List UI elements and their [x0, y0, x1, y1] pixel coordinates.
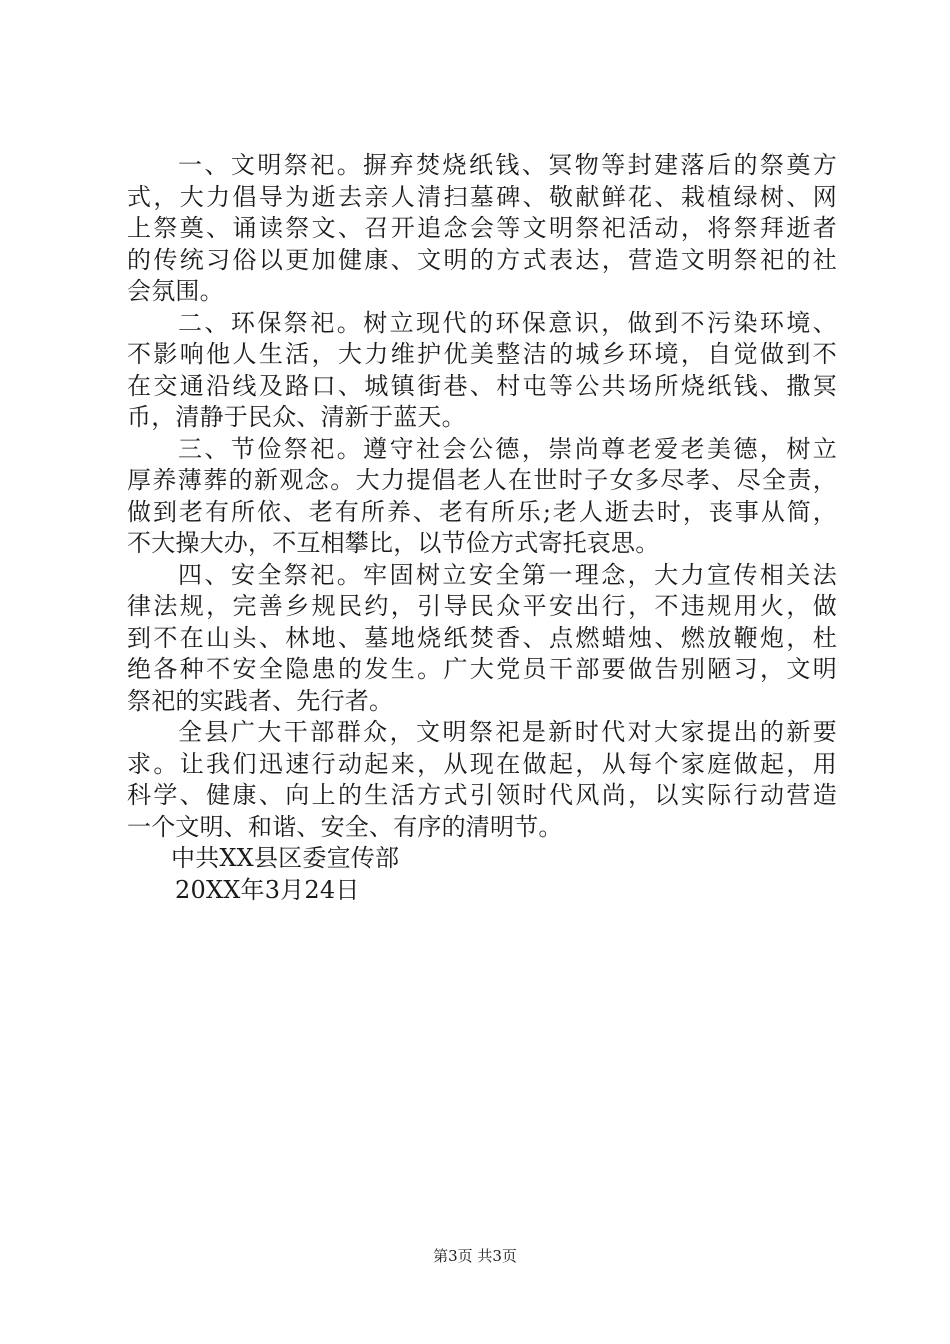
paragraph-line: 绝各种不安全隐患的发生。广大党员干部要做告别陋习，文明 [127, 655, 837, 683]
paragraph-line: 币，清静于民众、清新于蓝天。 [127, 403, 466, 431]
paragraph-line: 求。让我们迅速行动起来，从现在做起，从每个家庭做起，用 [127, 749, 837, 778]
paragraph-line: 式，大力倡导为逝去亲人清扫墓碑、敬献鲜花、栽植绿树、网 [127, 182, 837, 211]
paragraph-eco [127, 308, 837, 434]
paragraph-line: 一个文明、和谐、安全、有序的清明节。 [127, 812, 563, 841]
paragraph-line: 会氛围。 [127, 277, 224, 305]
paragraph-line: 的传统习俗以更加健康、文明的方式表达，营造文明祭祀的社 [127, 245, 837, 274]
paragraph-line: 在交通沿线及路口、城镇街巷、村屯等公共场所烧纸钱、撒冥 [127, 371, 837, 400]
signature-org: 中共XX县区委宣传部 [171, 844, 400, 872]
paragraph-line: 不影响他人生活，大力维护优美整洁的城乡环境，自觉做到不 [127, 340, 837, 368]
paragraph-closing [127, 717, 837, 843]
paragraph-line: 律法规，完善乡规民约，引导民众平安出行，不违规用火，做 [127, 592, 837, 620]
document-body [127, 150, 837, 906]
paragraph-line: 到不在山头、林地、墓地烧纸焚香、点燃蜡烛、燃放鞭炮，杜 [127, 623, 837, 652]
paragraph-safety [127, 560, 837, 718]
paragraph-line: 全县广大干部群众，文明祭祀是新时代对大家提出的新要 [178, 718, 837, 746]
paragraph-line: 科学、健康、向上的生活方式引领时代风尚，以实际行动营造 [127, 781, 837, 809]
page-number-footer: 第3页 共3页 [433, 1247, 517, 1265]
paragraph-line: 二、环保祭祀。树立现代的环保意识，做到不污染环境、 [178, 308, 837, 337]
signature-date: 20XX年3月24日 [175, 875, 360, 904]
paragraph-civilized [127, 150, 837, 308]
paragraph-line: 做到老有所依、老有所养、老有所乐;老人逝去时，丧事从简， [127, 497, 837, 526]
paragraph-frugal [127, 434, 837, 560]
paragraph-line: 上祭奠、诵读祭文、召开追念会等文明祭祀活动，将祭拜逝者 [127, 214, 837, 242]
paragraph-line: 一、文明祭祀。摒弃焚烧纸钱、冥物等封建落后的祭奠方 [178, 151, 837, 179]
paragraph-line: 祭祀的实践者、先行者。 [127, 686, 394, 715]
paragraph-line: 不大操大办，不互相攀比，以节俭方式寄托哀思。 [127, 529, 660, 557]
paragraph-line: 三、节俭祭祀。遵守社会公德，崇尚尊老爱老美德，树立 [178, 434, 837, 463]
paragraph-line: 厚养薄葬的新观念。大力提倡老人在世时子女多尽孝、尽全责， [127, 466, 837, 494]
paragraph-line: 四、安全祭祀。牢固树立安全第一理念，大力宣传相关法 [178, 560, 837, 589]
